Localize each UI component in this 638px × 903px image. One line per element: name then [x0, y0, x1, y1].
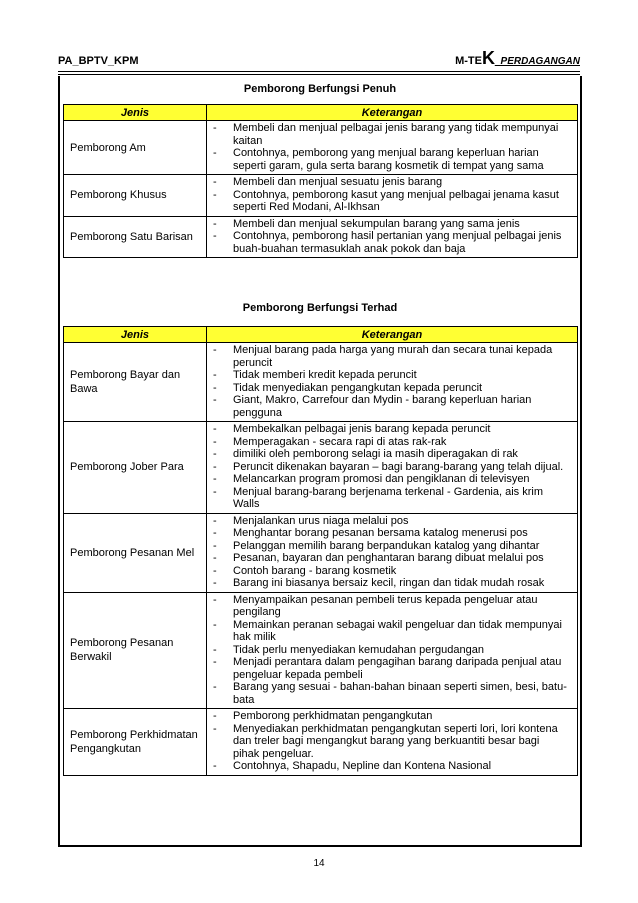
list-item-text: Giant, Makro, Carrefour dan Mydin - barang keperluan harian pengguna — [233, 394, 532, 419]
list-item — [207, 656, 577, 681]
description-cell — [207, 216, 578, 258]
list-item — [207, 723, 577, 761]
description-list — [207, 176, 577, 214]
list-item — [207, 552, 577, 565]
list-item — [207, 619, 577, 644]
table-row — [64, 709, 578, 776]
list-item-text: Tidak perlu menyediakan kemudahan pergudangan — [233, 643, 484, 656]
table-row — [64, 513, 578, 592]
wholesaler-type: Pemborong Pesanan Mel — [64, 513, 207, 592]
list-item — [207, 436, 577, 449]
list-item-text: Contohnya, pemborong kasut yang menjual pelbagai jenama kasut seperti Red Modani, Al-Ikhsan — [233, 188, 559, 213]
list-item — [207, 486, 577, 511]
dash-bullet: - — [213, 527, 217, 539]
list-item — [207, 218, 577, 231]
dash-bullet: - — [213, 485, 217, 498]
list-item — [207, 448, 577, 461]
list-item-text: Membekalkan pelbagai jenis barang kepada peruncit — [233, 423, 491, 435]
dash-bullet: - — [213, 369, 217, 381]
list-item — [207, 461, 577, 474]
list-item — [207, 176, 577, 189]
list-item-text: Pemborong perkhidmatan pengangkutan — [233, 710, 433, 722]
list-item-text: Peruncit dikenakan bayaran – bagi barang-barang yang telah dijual. — [233, 460, 564, 473]
dash-bullet: - — [213, 710, 217, 722]
list-item-text: Menyampaikan pesanan pembeli terus kepada pengeluar atau pengilang — [233, 593, 538, 618]
dash-bullet: - — [213, 460, 217, 473]
dash-bullet: - — [213, 593, 217, 606]
dash-bullet: - — [213, 681, 217, 693]
list-item-text: Memainkan peranan sebagai wakil pengeluar dan tidak mempunyai hak milik — [233, 618, 562, 643]
list-item-text: Pesanan, bayaran dan penghantaran barang dibuat melalui pos — [233, 552, 544, 564]
list-item-text: Barang ini biasanya bersaiz kecil, ringan dan tidak mudah rosak — [233, 577, 545, 589]
dash-bullet: - — [213, 473, 217, 485]
list-item — [207, 473, 577, 486]
description-cell — [207, 175, 578, 217]
wholesaler-type: Pemborong Bayar dan Bawa — [64, 343, 207, 422]
table-row — [64, 216, 578, 258]
dash-bullet: - — [213, 435, 217, 448]
list-item — [207, 760, 577, 773]
list-item-text: Menjual barang pada harga yang murah dan secara tunai kepada peruncit — [233, 344, 553, 369]
list-item-text: Memperagakan - secara rapi di atas rak-rak — [233, 435, 447, 448]
dash-bullet: - — [213, 394, 217, 406]
wholesaler-type: Pemborong Khusus — [64, 175, 207, 217]
page-frame — [58, 76, 582, 847]
dash-bullet: - — [213, 656, 217, 668]
dash-bullet: - — [213, 217, 217, 230]
dash-bullet: - — [213, 147, 217, 159]
table-row — [64, 121, 578, 175]
list-item-text: Tidak memberi kredit kepada peruncit — [233, 369, 417, 381]
list-item — [207, 710, 577, 723]
table-row — [64, 422, 578, 514]
dash-bullet: - — [213, 423, 217, 435]
table-limited-function — [63, 326, 578, 776]
header-rule-top — [58, 71, 580, 72]
dash-bullet: - — [213, 230, 217, 242]
list-item — [207, 394, 577, 419]
description-cell — [207, 592, 578, 709]
table-row — [64, 592, 578, 709]
description-list — [207, 423, 577, 511]
dash-bullet: - — [213, 577, 217, 589]
list-item — [207, 527, 577, 540]
list-item — [207, 382, 577, 395]
dash-bullet: - — [213, 188, 217, 201]
description-cell — [207, 513, 578, 592]
dash-bullet: - — [213, 514, 217, 527]
list-item-text: Barang yang sesuai - bahan-bahan binaan seperti simen, besi, batu-bata — [233, 681, 567, 706]
table-title-limited-function: Pemborong Berfungsi Terhad — [242, 302, 398, 314]
list-item — [207, 369, 577, 382]
list-item-text: Menjalankan urus niaga melalui pos — [233, 514, 409, 527]
description-list — [207, 344, 577, 419]
list-item — [207, 644, 577, 657]
header-left: PA_BPTV_KPM — [58, 55, 139, 67]
list-item-text: Tidak menyediakan pengangkutan kepada peruncit — [233, 381, 483, 394]
header-right — [455, 48, 580, 69]
list-item — [207, 594, 577, 619]
dash-bullet: - — [213, 448, 217, 460]
list-item — [207, 565, 577, 578]
list-item-text: Contoh barang - barang kosmetik — [233, 564, 397, 577]
wholesaler-type: Pemborong Jober Para — [64, 422, 207, 514]
list-item — [207, 540, 577, 553]
wholesaler-type: Pemborong Satu Barisan — [64, 216, 207, 258]
header-right-big-letter: K — [481, 48, 495, 68]
description-list — [207, 218, 577, 256]
list-item-text: Menjual barang-barang berjenama terkenal - Gardenia, ais krim Walls — [233, 485, 543, 510]
description-cell — [207, 422, 578, 514]
list-item-text: dimiliki oleh pemborong selagi ia masih diperagakan di rak — [233, 448, 518, 460]
dash-bullet: - — [213, 643, 217, 656]
wholesaler-type: Pemborong Am — [64, 121, 207, 175]
description-list — [207, 710, 577, 773]
dash-bullet: - — [213, 122, 217, 134]
description-cell — [207, 121, 578, 175]
dash-bullet: - — [213, 722, 217, 735]
column-header-keterangan: Keterangan — [207, 327, 578, 343]
column-header-keterangan: Keterangan — [207, 105, 578, 121]
dash-bullet: - — [213, 539, 217, 552]
dash-bullet: - — [213, 344, 217, 356]
list-item-text: Menyediakan perkhidmatan pengangkutan seperti lori, lori kontena dan treler bagi mengangkut barang yang berkuantiti besar bagi pihak pengeluar. — [233, 722, 558, 760]
list-item — [207, 423, 577, 436]
description-cell — [207, 343, 578, 422]
table-full-function — [63, 104, 578, 258]
dash-bullet: - — [213, 552, 217, 564]
list-item — [207, 681, 577, 706]
description-list — [207, 515, 577, 590]
list-item-text: Contohnya, pemborong yang menjual barang keperluan harian seperti garam, gula serta barang kosmetik di tempat yang sama — [233, 147, 544, 172]
header-right-suffix: _PERDAGANGAN — [494, 56, 580, 67]
table-row — [64, 343, 578, 422]
table-title-full-function: Pemborong Berfungsi Penuh — [243, 83, 397, 95]
column-header-jenis: Jenis — [64, 105, 207, 121]
header-right-prefix: M-TE — [455, 55, 482, 67]
description-list — [207, 122, 577, 172]
column-header-jenis: Jenis — [64, 327, 207, 343]
list-item-text: Membeli dan menjual sesuatu jenis barang — [233, 176, 443, 188]
list-item-text: Pelanggan memilih barang berpandukan katalog yang dihantar — [233, 539, 540, 552]
wholesaler-type: Pemborong Pesanan Berwakil — [64, 592, 207, 709]
list-item-text: Melancarkan program promosi dan pengiklanan di televisyen — [233, 473, 530, 485]
dash-bullet: - — [213, 760, 217, 772]
dash-bullet: - — [213, 564, 217, 577]
list-item-text: Contohnya, pemborong hasil pertanian yang menjual pelbagai jenis buah-buahan termasuklah anak pokok dan baja — [233, 230, 562, 255]
list-item — [207, 515, 577, 528]
list-item — [207, 189, 577, 214]
wholesaler-type: Pemborong Perkhidmatan Pengangkutan — [64, 709, 207, 776]
list-item-text: Contohnya, Shapadu, Nepline dan Kontena Nasional — [233, 760, 492, 772]
description-cell — [207, 709, 578, 776]
list-item — [207, 344, 577, 369]
list-item-text: Menjadi perantara dalam pengagihan barang daripada penjual atau pengeluar kepada pembeli — [233, 656, 562, 681]
dash-bullet: - — [213, 176, 217, 188]
list-item — [207, 147, 577, 172]
page-number: 14 — [313, 858, 325, 869]
list-item-text: Menghantar borang pesanan bersama katalog menerusi pos — [233, 527, 528, 539]
dash-bullet: - — [213, 618, 217, 631]
list-item-text: Membeli dan menjual sekumpulan barang yang sama jenis — [233, 217, 520, 230]
list-item — [207, 577, 577, 590]
dash-bullet: - — [213, 381, 217, 394]
table-row — [64, 175, 578, 217]
list-item-text: Membeli dan menjual pelbagai jenis barang yang tidak mempunyai kaitan — [233, 122, 559, 147]
header-rule-bottom — [58, 74, 580, 75]
description-list — [207, 594, 577, 707]
list-item — [207, 122, 577, 147]
list-item — [207, 230, 577, 255]
